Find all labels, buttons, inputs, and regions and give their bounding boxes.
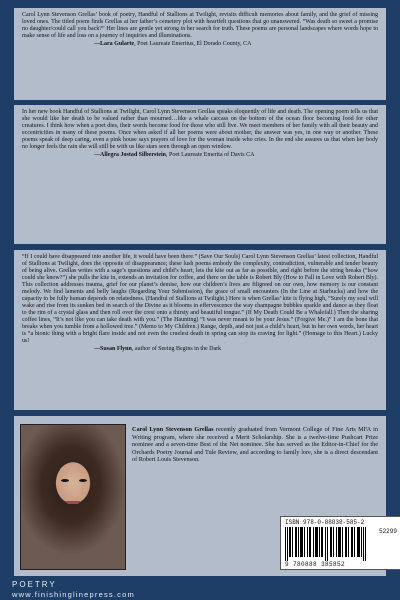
author-bio — [132, 426, 378, 464]
barcode-digits: 9 780888 385852 — [285, 561, 346, 568]
isbn-barcode — [280, 516, 400, 570]
reviewer-name: —Allegra Jostad Silberstein — [94, 152, 166, 158]
review-text: In her new book Handful of Stallions at Twilight, Carol Lynn Stevenson Grellas speaks eloquently of life and death. The opening poem tells us that she would like her death to be valued rather than mourned…like a whale carcass on the bottom of the ocean floor becoming food for other creatures. I think how when a poet dies, their words become food for those who still live. We meet members of her family with all their beauty and eccentricities in many of these poems. Once when asked if all her poems were about mother, the answer was yes, in one way or another. These poems speak of deep caring, even a pink house says prayers of love for the woman inside who cries. In the end she assures us that when her body no longer feels the rain she will still be with us like stars seen through an open window. — [22, 109, 378, 150]
category-label: POETRY — [12, 580, 57, 589]
review-text: “If I could have disappeared into another life, it would have been there.” (Save Our Souls) Carol Lynn Stevenson Grellas’ latest collection, Handful of Stallions at Twilight, does the opposite of disappearance; these lush poems embody the complexity, contradiction, vulnerable and tender beauty of being alive. Grellas writes with a sage’s questions and child’s heart, lets the kite out as far as possible, and right before the string breaks (“how could she know?”) she pulls the kite in, extends an invitation for coffee, and there on the table is Robert Bly (How to Fall in Love with Robert Bly). This collection addresses trauma, grief for our planet’s demise, how our children’s lives are filigreed on our own, how memory is our constant melody. We find laments and belly laughs (Regarding Your Submission), the grace of small encounters (In the Line at Starbucks) and how the capacity to be fully human depends on relatedness. (Handful of Stallions at Twilight.) Here is when Grellas’ kite is flying high, “Surely my soul will wake and rise from its sunken bed in search of the Divine as it blooms in effervescence the way champagne bubbles sparkle and dance as they float to the rim of a crystal glass and then roll over the crest onto a thirsty and beautiful tongue.” (If My Death Could Be a Whalefall.) Then the sharing coffee lines, “It’s not like you can take death with you.” (The Haunting) “I was never meant to be your Jesus.” (Forgive Me.)” I am the bone that breaks when you tumble from a hollowed tree.” (Memo to My Children.) Range, depth, and not just a child’s heart, but in her own words, her heart is “a bionic thing with a bright flare inside and not even the cruelest death in spring can stop its craving for light.” (Homage to this Heart.) Lucky us! — [22, 254, 378, 344]
eye-shape — [61, 479, 69, 482]
isbn-number: ISBN 978-0-88838-585-2 — [285, 519, 365, 526]
review-panel-3 — [14, 250, 386, 410]
reviewer-affiliation: , author of Seeing Begins in the Dark — [131, 346, 222, 352]
reviewer-name: —Lara Gularte — [94, 41, 135, 47]
author-bio-text: recently graduated from Vermont College of Fine Arts MFA in Writing program, where she received a Merit Scholarship. She is a twelve-time Pushcart Prize nominee and a seven-time Best of the Net nominee. She has served as the Editor-in-Chief for the Orchards Poetry Journal and Tule Review, and according to family lore, she is a direct descendant of Robert Louis Stevenson. — [132, 426, 378, 464]
eye-shape — [79, 479, 87, 482]
author-photo — [20, 424, 126, 570]
review-panel-2 — [14, 105, 386, 244]
review-attribution — [22, 346, 378, 353]
author-bio-panel — [14, 416, 397, 576]
barcode-icon — [285, 527, 371, 561]
price-code: 52299 — [378, 528, 397, 535]
review-attribution — [22, 41, 378, 48]
mouth-shape — [66, 501, 80, 504]
author-name: Carol Lynn Stevenson Grellas — [132, 426, 214, 433]
reviewer-affiliation: , Poet Laureate Emeritus, El Dorado County, CA — [134, 41, 252, 47]
review-panel-1 — [14, 8, 386, 100]
reviewer-name: —Susan Flynn — [94, 346, 132, 352]
review-text: Carol Lynn Stevenson Grellas’ book of poetry, Handful of Stallions at Twilight, revisits difficult memories about family, and the grief of missing loved ones. The titled poem finds Grellas at her father’s cemetery plot with heartfelt questions that go unanswered. “Was death so sweet a promise no daughter/could call you back?” Her lines are gentle yet strong in her search for truth. These poems are personal landscapes where words hope to make sense of life and loss on a journey of inquiries and illuminations. — [22, 12, 378, 39]
publisher-url[interactable]: www.finishinglinepress.com — [12, 590, 135, 599]
reviewer-affiliation: , Poet Laureate Emerita of Davis CA — [166, 152, 255, 158]
review-attribution — [22, 152, 378, 159]
